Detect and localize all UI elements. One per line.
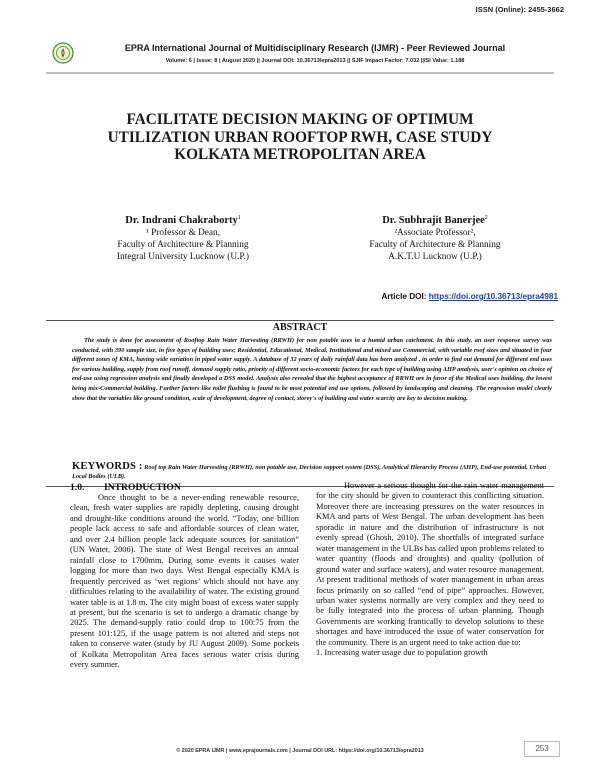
header-divider (46, 72, 554, 74)
doi-link[interactable]: https://doi.org/10.36713/epra4981 (428, 292, 558, 301)
volume-issue-line: Volume: 6 | Issue: 8 | August 2020 || Journal DOI: 10.36713/epra2013 || SJIF Impact Factor: 7.032 ||ISI Value: 1.188 (165, 58, 465, 64)
author-block-1 (88, 212, 278, 263)
section-number: 1.0. (70, 482, 85, 493)
author-sup: 2 (484, 215, 488, 221)
author-affiliation: Faculty of Architecture & Planning (369, 240, 501, 251)
abstract-heading: ABSTRACT (272, 322, 328, 333)
doi-label: Article DOI: (381, 292, 429, 301)
author-affiliation: Faculty of Architecture & Planning (117, 240, 249, 251)
section-title: INTRODUCTION (104, 482, 181, 493)
title-line: UTILIZATION URBAN ROOFTOP RWH, CASE STUDY (107, 128, 493, 146)
author-sup: 1 (237, 215, 241, 221)
author-affiliation: Integral University Lucknow (U.P.) (117, 252, 249, 263)
footer: © 2020 EPRA IJMR | www.eprajournals.com | Journal DOI URL: https://doi.org/10.36713/epra2013 (176, 748, 424, 754)
keywords-text: Roof top Rain Water Harvesting (RRWH), non potable use, Decision support system (DSS), Analytical Hierarchy Process (AHP), End-use potential, Urban Local Bodies (ULB). (72, 464, 547, 481)
author-name: Dr. Subhrajit Banerjee (382, 215, 485, 227)
author-name: Dr. Indrani Chakraborty (125, 215, 238, 227)
author-affiliation: ²Associate Professor², (394, 228, 476, 239)
right-column (316, 481, 544, 659)
section-heading (70, 482, 181, 493)
title-line: FACILITATE DECISION MAKING OF OPTIMUM (126, 111, 474, 128)
list-item: 1. Increasing water usage due to population growth (316, 648, 488, 658)
paper-title (60, 111, 540, 164)
author-affiliation: A.K.T.U Lucknow (U.P.) (388, 252, 482, 263)
paragraph: However a serious thought for the rain water management for the city should be given to counteract this conflicting situation. Moreover there are increasing pressures on the water resources in KMA and parts of West Bengal. The urban development has been sporadic in nature and the distribution of infrastructure is not evenly spread (Ghosh, 2010). The shortfalls of integrated surface water management in the ULBs has called upon problems related to water quantity (floods and droughts) and quality (pollution of ground water and surface waters), and water resource management. At present traditional methods of water management in urban areas focus primarily on so called “end of pipe” approaches. However, urban water systems normally are very complex and they need to be fully integrated into the process of urban planning. Though Governments are working frantically to develop solutions to these shortages and have introduced the issue of water conservation for the community. There is an urgent need to take action due to: (316, 481, 544, 647)
abstract-top-divider (46, 320, 554, 321)
author-block-2 (320, 212, 550, 263)
issn: ISSN (Online): 2455-3662 (475, 5, 564, 14)
page-number: 253 (524, 741, 560, 757)
left-column (70, 493, 299, 671)
author-affiliation: ¹ Professor & Dean, (145, 228, 221, 239)
paragraph: Once thought to be a never-ending renewable resource, clean, fresh water supplies are rapidly depleting, causing drought and drought-like conditions around the world. “Today, one billion people lack access to safe and affordable sources of clean water, and over 2.4 billion people lack adequate sources for sanitation” (UN Water, 2006). The state of West Bengal receives an annual rainfall close to 1700mm. During some events it causes water logging for more than two days. West Bengal especially KMA is frequently perceived as ‘wet regions’ which should not have any difficulties relating to the availability of water. The existing ground water table is at 1.8 m. The city might boast of excess water supply at present, but the scenario is set to undergo a dramatic change by 2025. The demand-supply ratio could drop to 100:75 from the present 101:125, if the usage pattern is not altered and steps not taken to conserve water (study by JU August 2009). Some pockets of Kolkata Metropolitan Area faces serious water crisis during every summer. (70, 493, 299, 670)
keywords-heading: KEYWORDS : (72, 461, 143, 472)
abstract-text: The study is done for assessment of Rooftop Rain Water Harvesting (RRWH) for non potable uses in a humid urban catchment. In this study, an user response survey was conducted, with 390 sample size, in five types of building uses; Residential, Educational, Medical, Institutional and mixed use Commercial, with variable roof sizes and situated in four different zones of KMA, having wide variation in piped water supply. A database of 32 years of daily rainfall data has been analyzed , in order to find out demand for different end uses for various building, supply from roof runoff, demand supply ratio, priority of different socio-economic factors for each type of building using AHP analysis, user's opinion on choice of end-use using regression analysis and finally developed a DSS model. Analysis also revealed that the highest acceptance of RRWH are in favor of the Medical uses building, the lowest being mix-Commercial building. Further factors like toilet flushing is found to be most potential end use options, followed by landscaping and cleaning. The regression model clearly show that the variables like ground condition, scale of development, degree of contact, storey's of building and water scarcity are key to decision making. (72, 337, 552, 402)
journal-name: EPRA International Journal of Multidisciplinary Research (IJMR) - Peer Reviewed Journal (124, 43, 506, 53)
keywords (72, 462, 552, 482)
article-doi (381, 292, 558, 301)
title-line: KOLKATA METROPOLITAN AREA (174, 146, 426, 163)
